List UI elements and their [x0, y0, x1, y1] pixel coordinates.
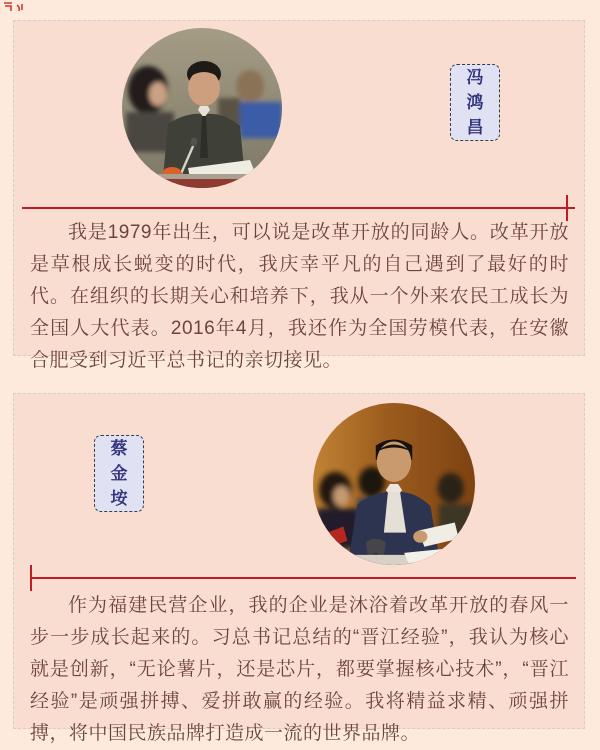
conference-speaker-photo-illustration: [313, 403, 475, 565]
photo-cai-jinan[interactable]: [313, 403, 475, 565]
name-char: 金: [110, 464, 128, 483]
clipped-red-mark: [2, 0, 28, 11]
speech-paragraph-cai: 作为福建民营企业，我的企业是沐浴着改革开放的春风一步一步成长起来的。习总书记总结的“晋江经验”，我认为核心就是创新，“无论薯片，还是芯片，都要掌握核心技术”，“晋江经验”是顽强拼搏、爱拼敢赢的经验。我将精益求精、顽强拼搏，将中国民族品牌打造成一流的世界品牌。: [30, 595, 569, 744]
speaker-card-cai-jinan: [13, 393, 585, 744]
name-char: 冯: [466, 68, 484, 87]
photo-feng-hongchang[interactable]: [122, 28, 282, 188]
name-char: 鸿: [466, 93, 484, 112]
red-divider: [30, 565, 576, 591]
red-stroke-fragment-icon: [2, 2, 28, 11]
speech-paragraph-feng: 我是1979年出生，可以说是改革开放的同龄人。改革开放是草根成长蜕变的时代，我庆幸平凡的自己遇到了最好的时代。在组织的长期关心和培养下，我从一个外来农民工成长为全国人大代表。2016年4月，我还作为全国劳模代表，在安徽合肥受到习近平总书记的亲切接见。: [30, 222, 569, 371]
name-char: 垵: [110, 489, 128, 508]
name-label-cai-jinan: [94, 435, 144, 512]
divider-line: [30, 577, 576, 579]
name-char: 昌: [466, 118, 484, 137]
conference-speaker-photo-illustration: [122, 28, 282, 188]
divider-tick: [30, 565, 32, 591]
divider-line: [22, 207, 575, 209]
speaker-card-feng-hongchang: [13, 20, 585, 371]
name-char: 蔡: [110, 439, 128, 458]
name-label-feng-hongchang: [450, 64, 500, 141]
